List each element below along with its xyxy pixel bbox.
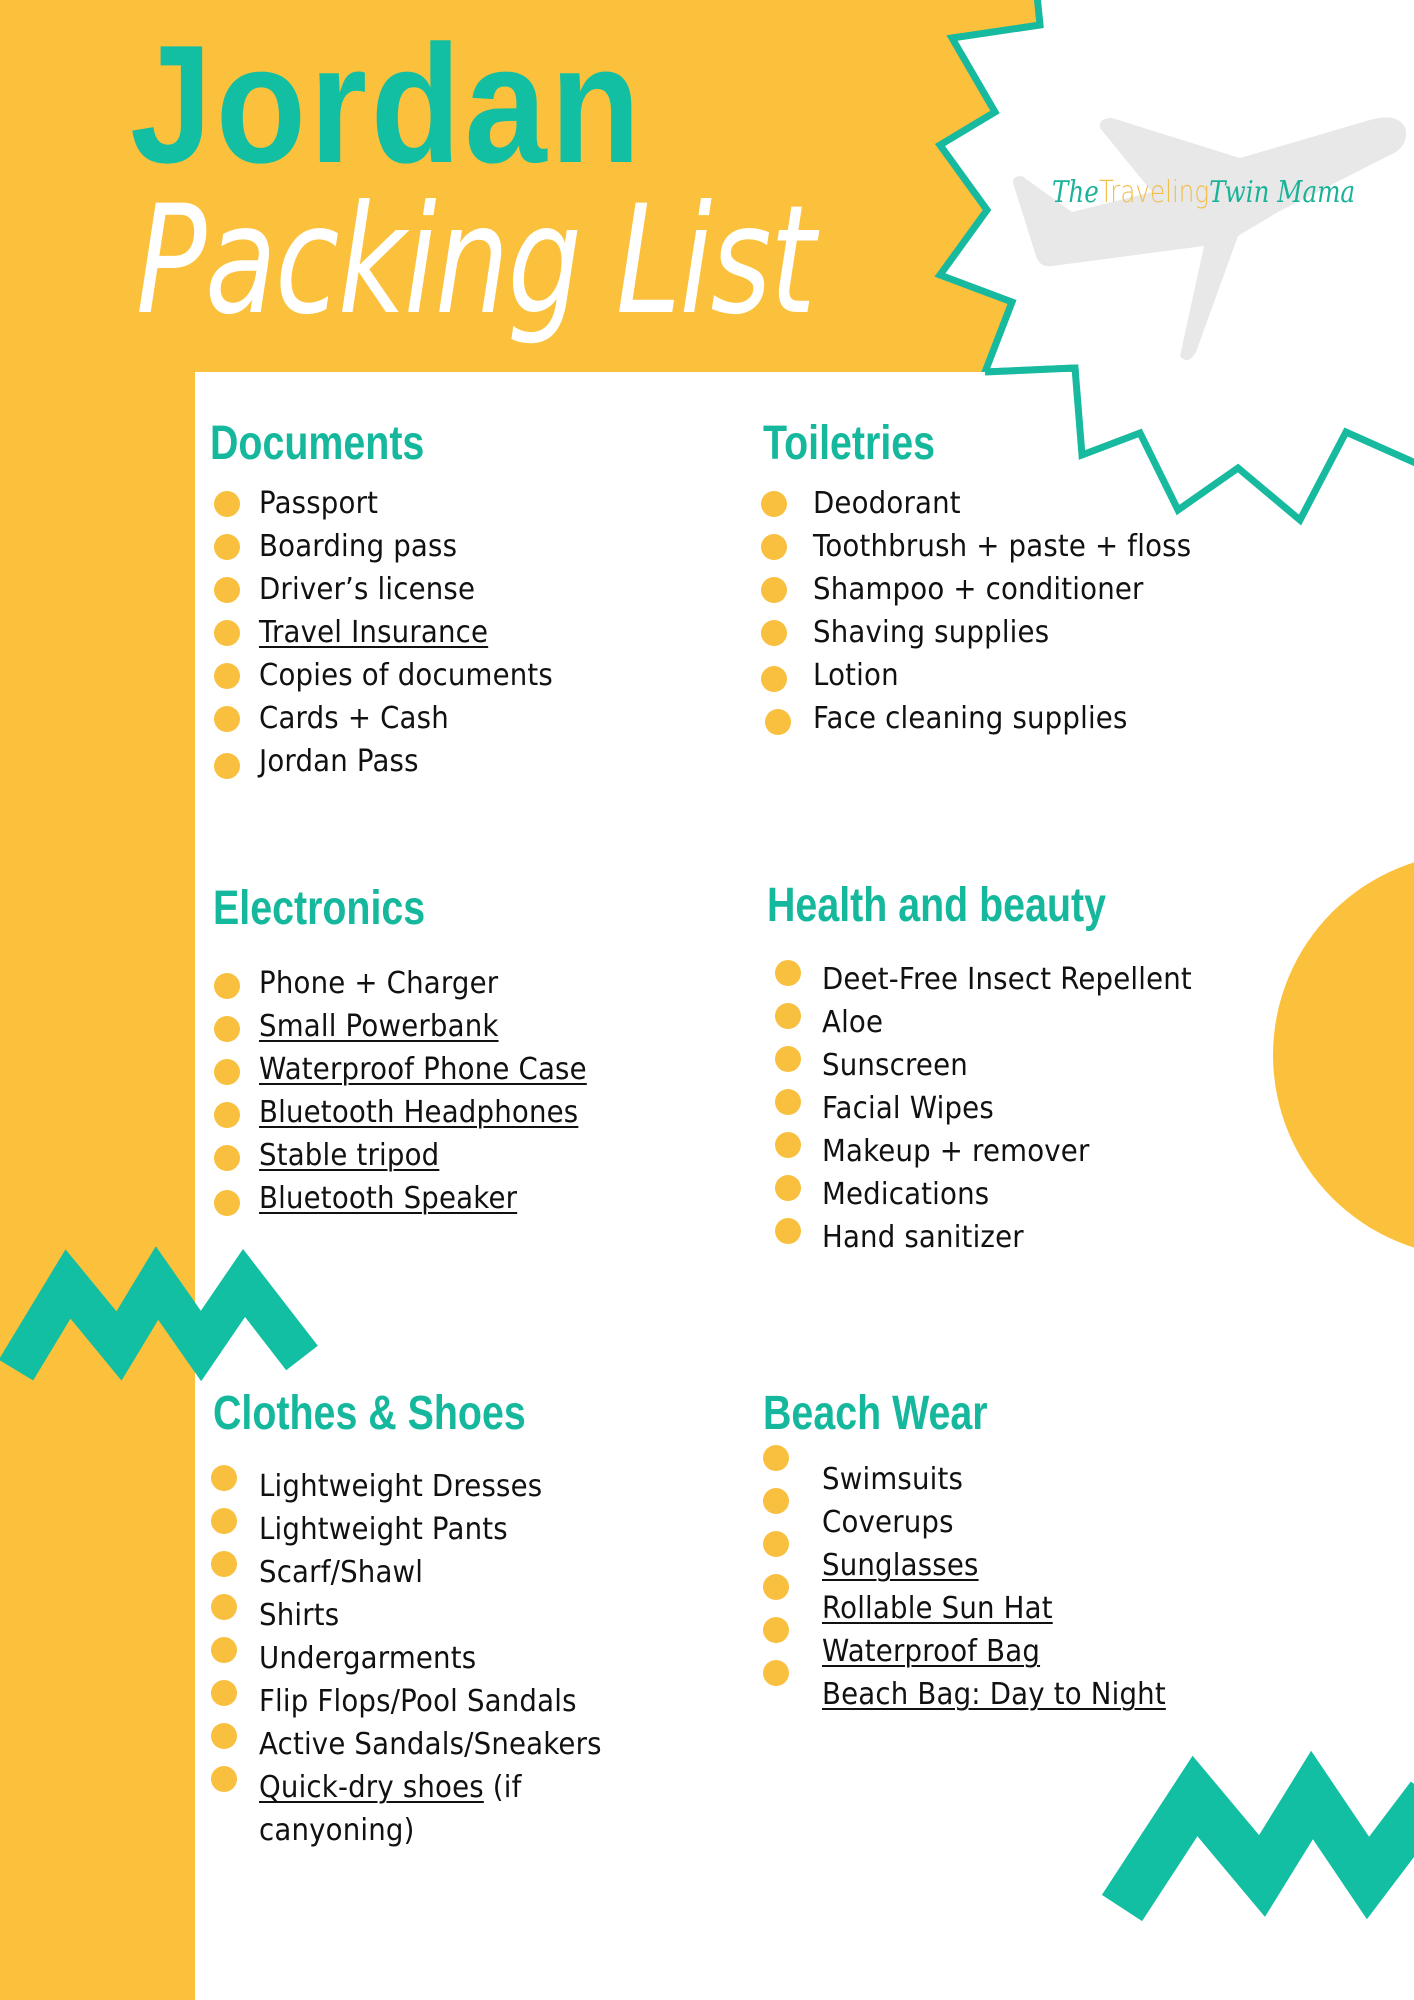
travel-insurance-link[interactable]: Travel Insurance — [259, 615, 489, 650]
list-item[interactable] — [259, 1048, 615, 1091]
page-title: Jordan — [130, 10, 645, 198]
bullet-icon — [214, 663, 240, 689]
bullet-icon — [211, 1723, 237, 1749]
list-item: Facial Wipes — [822, 1087, 1224, 1130]
bullet-icon — [761, 491, 787, 517]
list-item: Phone + Charger — [259, 962, 615, 1005]
list-item: Shaving supplies — [813, 611, 1224, 654]
bullet-icon — [214, 706, 240, 732]
list-item: Lightweight Pants — [259, 1508, 632, 1551]
toiletries-list — [813, 482, 1224, 740]
brand-part-2: Traveling — [1098, 175, 1210, 210]
documents-list — [259, 482, 579, 783]
list-item: Cards + Cash — [259, 697, 579, 740]
bullet-icon — [211, 1465, 237, 1491]
bullet-icon — [214, 534, 240, 560]
list-item: Lotion — [813, 654, 1224, 697]
list-item: Makeup + remover — [822, 1130, 1224, 1173]
tripod-link[interactable]: Stable tripod — [259, 1138, 440, 1173]
health-list — [822, 958, 1224, 1259]
bullet-icon — [211, 1551, 237, 1577]
section-health — [767, 879, 1180, 932]
list-item: Medications — [822, 1173, 1224, 1216]
list-item: Boarding pass — [259, 525, 579, 568]
list-item[interactable] — [822, 1544, 1196, 1587]
page-subtitle: Packing List — [136, 174, 815, 348]
list-item: Face cleaning supplies — [813, 697, 1224, 740]
bullet-icon — [214, 973, 240, 999]
beach-list — [822, 1458, 1196, 1716]
bullet-icon — [214, 753, 240, 779]
beach-bag-link[interactable]: Beach Bag: Day to Night — [822, 1677, 1166, 1712]
bullet-icon — [211, 1508, 237, 1534]
bullet-icon — [775, 1132, 801, 1158]
list-item: Active Sandals/Sneakers — [259, 1723, 632, 1766]
list-item: Driver’s license — [259, 568, 579, 611]
bullet-icon — [211, 1594, 237, 1620]
bullet-icon — [214, 620, 240, 646]
section-title: Beach Wear — [763, 1387, 988, 1440]
list-item[interactable] — [822, 1630, 1196, 1673]
bullet-icon — [211, 1637, 237, 1663]
section-toiletries — [763, 417, 973, 470]
bullet-icon — [775, 960, 801, 986]
bullet-icon — [214, 1102, 240, 1128]
bullet-icon — [763, 1617, 789, 1643]
section-electronics — [213, 882, 472, 935]
list-item: Sunscreen — [822, 1044, 1224, 1087]
powerbank-link[interactable]: Small Powerbank — [259, 1009, 499, 1044]
bullet-icon — [763, 1574, 789, 1600]
list-item[interactable]: Quick-dry shoes (if — [259, 1766, 632, 1809]
list-item[interactable] — [822, 1673, 1196, 1716]
list-item: Aloe — [822, 1001, 1224, 1044]
list-item: Undergarments — [259, 1637, 632, 1680]
list-item: Coverups — [822, 1501, 1196, 1544]
list-item: Deodorant — [813, 482, 1224, 525]
list-item: Copies of documents — [259, 654, 579, 697]
list-item[interactable] — [259, 1134, 615, 1177]
list-item: Swimsuits — [822, 1458, 1196, 1501]
list-item: Toothbrush + paste + floss — [813, 525, 1224, 568]
section-title: Clothes & Shoes — [213, 1387, 526, 1440]
bullet-icon — [775, 1003, 801, 1029]
waterproof-bag-link[interactable]: Waterproof Bag — [822, 1634, 1041, 1669]
bullet-icon — [211, 1766, 237, 1792]
bullet-icon — [214, 491, 240, 517]
bullet-icon — [211, 1680, 237, 1706]
section-documents — [210, 417, 471, 470]
section-title: Documents — [210, 417, 425, 470]
list-item[interactable] — [259, 611, 579, 654]
bullet-icon — [775, 1218, 801, 1244]
list-item: Deet-Free Insect Repellent — [822, 958, 1224, 1001]
bullet-icon — [761, 577, 787, 603]
brand-part-3: Twin Mama — [1209, 175, 1356, 210]
bullet-icon — [214, 577, 240, 603]
headphones-link[interactable]: Bluetooth Headphones — [259, 1095, 579, 1130]
brand-logo — [1052, 175, 1356, 210]
list-item: Shampoo + conditioner — [813, 568, 1224, 611]
list-item[interactable] — [259, 1005, 615, 1048]
bullet-icon — [763, 1445, 789, 1471]
list-item: Shirts — [259, 1594, 632, 1637]
bullet-icon — [775, 1175, 801, 1201]
bullet-icon — [775, 1046, 801, 1072]
bullet-icon — [761, 534, 787, 560]
bullet-icon — [214, 1190, 240, 1216]
sun-hat-link[interactable]: Rollable Sun Hat — [822, 1591, 1053, 1626]
section-title: Toiletries — [763, 417, 936, 470]
bullet-icon — [761, 666, 787, 692]
speaker-link[interactable]: Bluetooth Speaker — [259, 1181, 518, 1216]
sunglasses-link[interactable]: Sunglasses — [822, 1548, 979, 1583]
phone-case-link[interactable]: Waterproof Phone Case — [259, 1052, 587, 1087]
list-item: Flip Flops/Pool Sandals — [259, 1680, 632, 1723]
section-beach — [763, 1387, 1037, 1440]
list-item: Lightweight Dresses — [259, 1465, 632, 1508]
list-item[interactable] — [822, 1587, 1196, 1630]
brand-part-1: The — [1052, 175, 1099, 210]
electronics-list — [259, 962, 615, 1220]
clothes-list — [259, 1465, 632, 1852]
bullet-icon — [761, 620, 787, 646]
bullet-icon — [775, 1089, 801, 1115]
list-item: Scarf/Shawl — [259, 1551, 632, 1594]
bullet-icon — [765, 709, 791, 735]
bullet-icon — [763, 1488, 789, 1514]
section-title: Electronics — [213, 882, 426, 935]
list-item: Passport — [259, 482, 579, 525]
bullet-icon — [214, 1145, 240, 1171]
quick-dry-shoes-link[interactable]: Quick-dry shoes — [259, 1770, 484, 1805]
section-title: Health and beauty — [767, 879, 1107, 932]
bullet-icon — [214, 1059, 240, 1085]
bullet-icon — [763, 1660, 789, 1686]
bullet-icon — [214, 1016, 240, 1042]
list-item-continuation: canyoning) — [259, 1813, 415, 1848]
list-item[interactable] — [259, 1091, 615, 1134]
list-item: Hand sanitizer — [822, 1216, 1224, 1259]
bullet-icon — [763, 1531, 789, 1557]
list-item: Jordan Pass — [259, 740, 579, 783]
section-clothes — [213, 1387, 594, 1440]
list-item[interactable] — [259, 1177, 615, 1220]
